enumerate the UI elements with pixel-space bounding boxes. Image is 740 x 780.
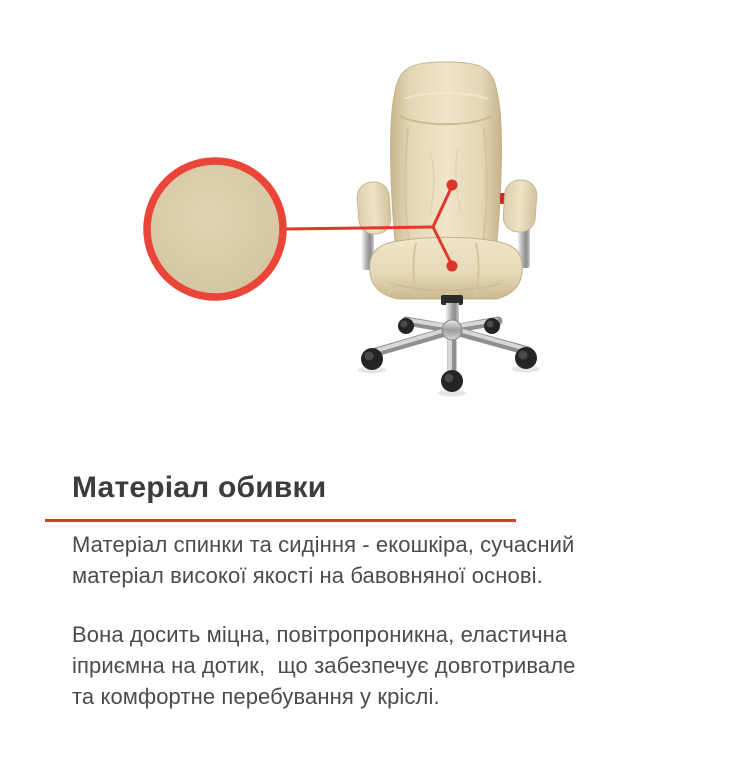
chair-seat bbox=[370, 237, 523, 299]
callout-dot-seat bbox=[447, 261, 458, 272]
section-title: Матеріал обивки bbox=[72, 471, 327, 504]
base-hub bbox=[442, 320, 462, 340]
material-description-paragraph-2 bbox=[72, 619, 576, 712]
title-underline bbox=[45, 519, 516, 522]
text-line: та комфортне перебування у кріслі. bbox=[72, 684, 440, 709]
material-description-paragraph-1 bbox=[72, 529, 574, 591]
text-line: матеріал високої якості на бавовняної основі. bbox=[72, 563, 543, 588]
callout-dot-backrest bbox=[447, 180, 458, 191]
text-line: Вона досить міцна, повітропроникна, еластична bbox=[72, 622, 568, 647]
text-line: Матеріал спинки та сидіння - екошкіра, сучасний bbox=[72, 532, 575, 557]
chair-illustration bbox=[356, 62, 540, 397]
chair-backrest bbox=[391, 62, 502, 260]
material-magnifier bbox=[147, 161, 283, 297]
text-line: іприємна на дотик, що забезпечує довготривале bbox=[72, 653, 576, 678]
